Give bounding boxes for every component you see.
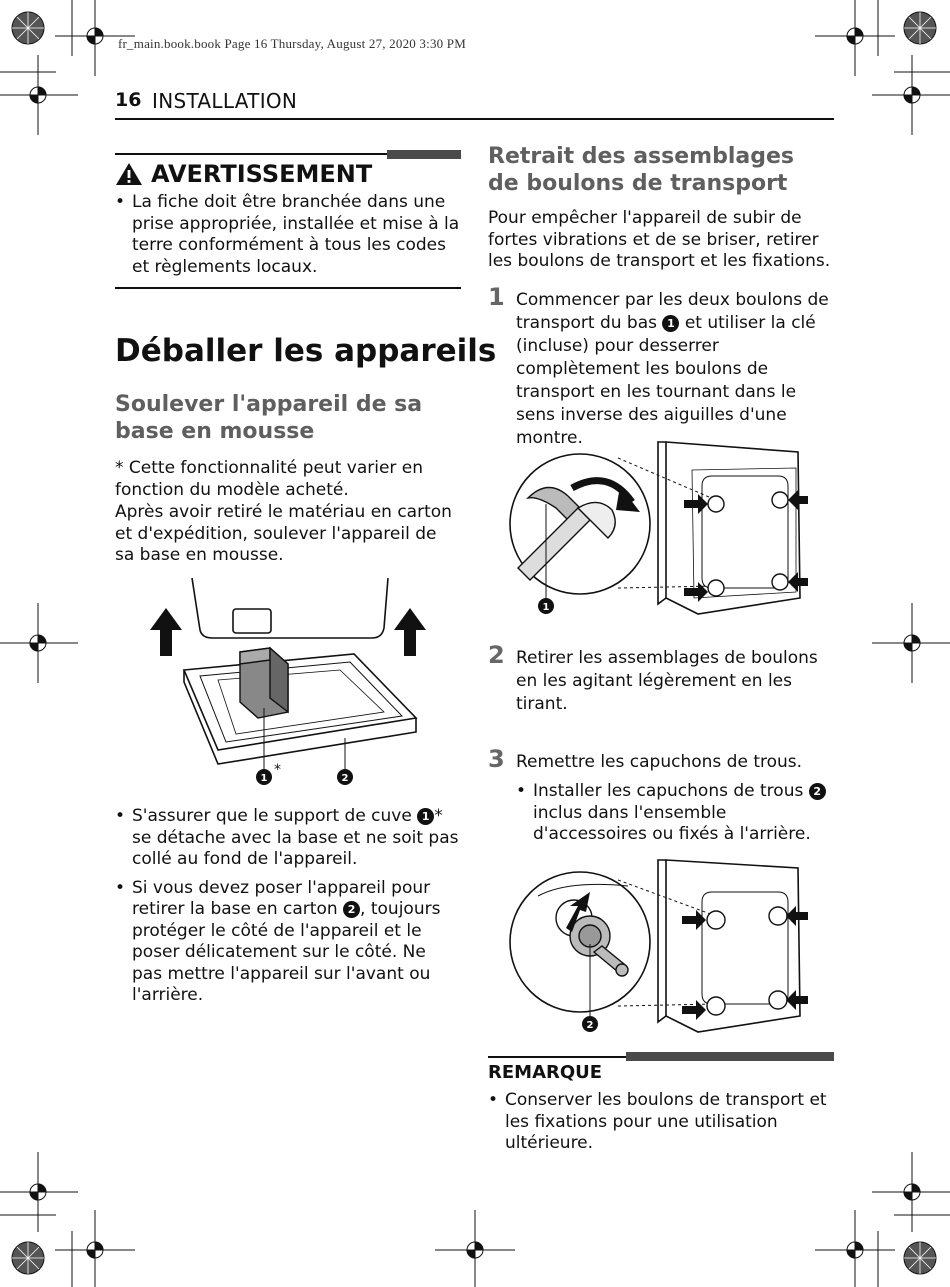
unpack-note: * Cette fonctionnalité peut varier en fonction du modèle acheté.	[115, 458, 424, 500]
warning-item: • La fiche doit être branchée dans une prise appropriée, installée et mise à la terre conformément à tous les codes et règlements locaux.	[115, 192, 461, 278]
callout-badge: 1	[662, 315, 679, 332]
unpack-bullet-2: • Si vous devez poser l'appareil pour retirer la base en carton 2 , toujours protéger le côté de l'appareil et le poser délicatement sur le côté. Ne pas mettre l'appareil sur l'avant ou l'arrière.	[115, 878, 461, 1007]
step-2-text: Retirer les assemblages de boulons en les agitant légèrement en les tirant.	[516, 648, 818, 714]
unpack-bullet-1: • S'assurer que le support de cuve 1 * se détache avec la base et ne soit pas collé au fond de l'appareil.	[115, 806, 461, 871]
bolts-heading: Retrait des assemblages de boulons de transport	[488, 144, 794, 196]
callout-badge: 1	[417, 808, 434, 825]
section-title: INSTALLATION	[152, 89, 298, 113]
unpack-paragraph: Après avoir retiré le matériau en carton et d'expédition, soulever l'appareil de sa base en mousse.	[115, 502, 452, 565]
page-number: 16	[115, 89, 142, 111]
callout-badge: 2	[809, 783, 826, 800]
fig1-callout-1: 1	[542, 602, 550, 613]
unpack-subheading: Soulever l'appareil de sa base en mousse	[115, 392, 423, 444]
step-1-number: 1	[488, 283, 505, 311]
callout-1: 1	[260, 773, 268, 784]
step-2-number: 2	[488, 641, 505, 669]
step-3-bullet: • Installer les capuchons de trous 2 inclus dans l'ensemble d'accessoires ou fixés à l'arrière.	[516, 781, 834, 846]
callout-star: *	[274, 762, 281, 778]
bolts-intro: Pour empêcher l'appareil de subir de fortes vibrations et de se briser, retirer les boulons de transport et les fixations.	[488, 208, 831, 271]
header-rule	[115, 118, 834, 120]
callout-2: 2	[341, 773, 349, 784]
note-title: REMARQUE	[488, 1062, 603, 1083]
warning-box	[115, 150, 461, 290]
wrench-bolt-illustration	[508, 438, 808, 620]
file-meta-line: fr_main.book.book Page 16 Thursday, August 27, 2020 3:30 PM	[118, 36, 466, 51]
fig2-callout-2: 2	[586, 1020, 594, 1031]
step-3-number: 3	[488, 745, 505, 773]
foam-base-illustration	[140, 578, 440, 790]
callout-badge: 2	[343, 901, 360, 918]
warning-triangle-icon	[115, 162, 143, 186]
unpack-heading: Déballer les appareils	[115, 333, 497, 369]
step-3-text: Remettre les capuchons de trous.	[516, 752, 803, 772]
warning-title: AVERTISSEMENT	[151, 160, 373, 188]
step-1-text: Commencer par les deux boulons de transport du bas 1 et utiliser la clé (incluse) pour desserrer complètement les boulons de transport en les tournant dans le sens inverse des aiguilles d'une montre.	[516, 290, 829, 448]
hole-cap-illustration	[508, 856, 808, 1036]
note-item: • Conserver les boulons de transport et les fixations pour une utilisation ultérieure.	[488, 1090, 834, 1155]
